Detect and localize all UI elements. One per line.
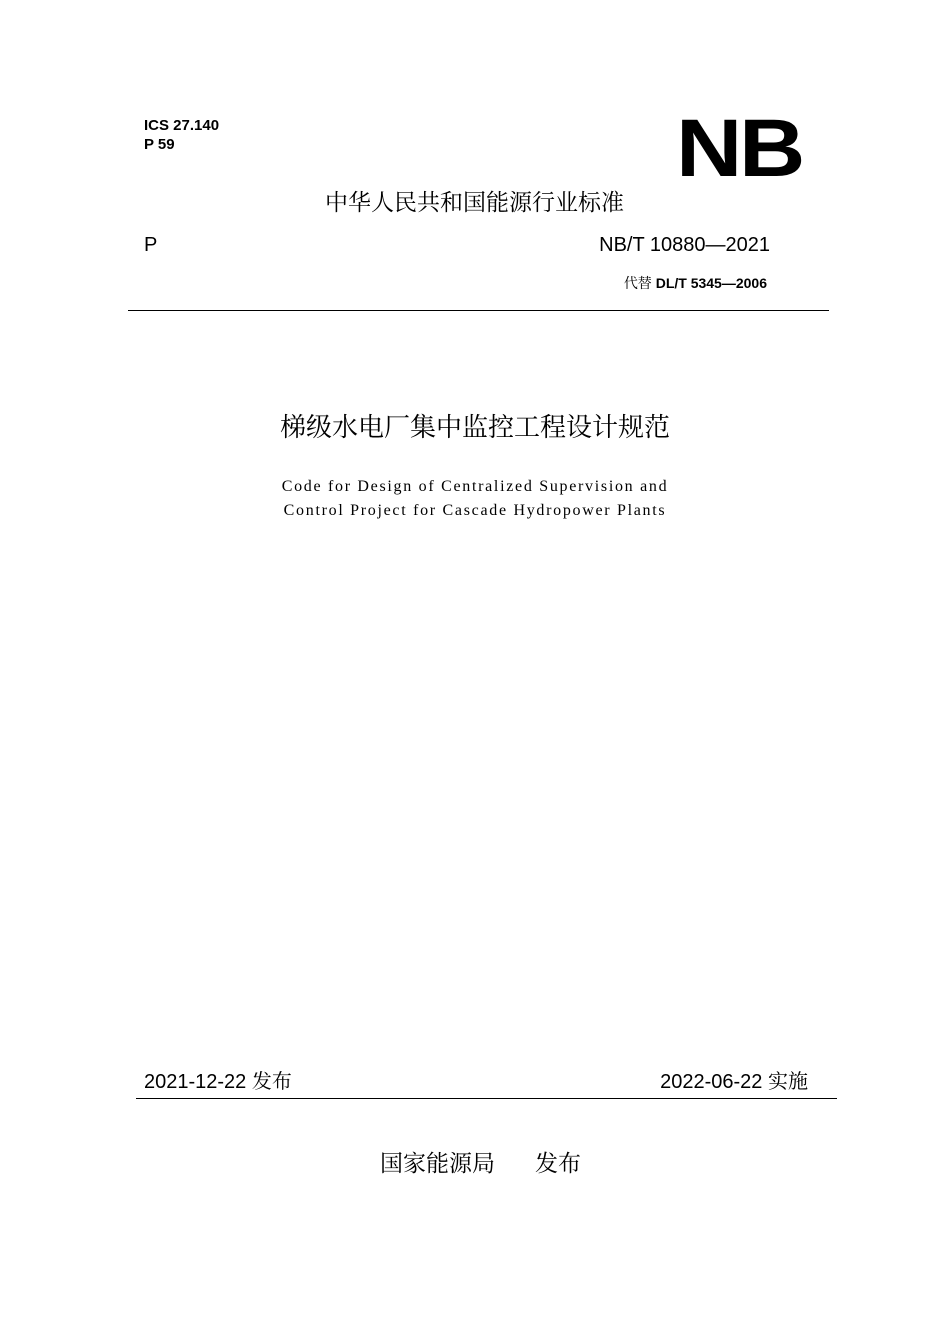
- ics-code: ICS 27.140: [144, 117, 220, 134]
- category-letter: P: [144, 234, 158, 256]
- issue-action: 发布: [535, 1150, 581, 1176]
- top-divider: [128, 310, 829, 311]
- title-en-line-1: Code for Design of Centralized Supervision and: [281, 478, 669, 495]
- standard-number: NB/T 10880—2021: [599, 234, 770, 256]
- standard-type: 中华人民共和国能源行业标准: [325, 189, 624, 215]
- replaces-line: [624, 273, 767, 293]
- issuer-line: [380, 1146, 581, 1180]
- issuing-agency: 国家能源局: [380, 1150, 495, 1176]
- nb-logo: NB: [676, 103, 802, 194]
- replaces-code: DL/T 5345—2006: [655, 275, 767, 291]
- document-title-en: [0, 475, 950, 522]
- replaces-prefix: 代替: [623, 275, 652, 291]
- class-code: P 59: [144, 136, 175, 153]
- bottom-divider: [136, 1098, 837, 1099]
- implementation-date: 2022-06-22 实施: [660, 1071, 808, 1093]
- ics-classification: [144, 116, 219, 154]
- issue-date: 2021-12-22 发布: [144, 1071, 292, 1093]
- document-title-cn: 梯级水电厂集中监控工程设计规范: [279, 412, 670, 442]
- title-en-line-2: Control Project for Cascade Hydropower Plants: [283, 501, 667, 519]
